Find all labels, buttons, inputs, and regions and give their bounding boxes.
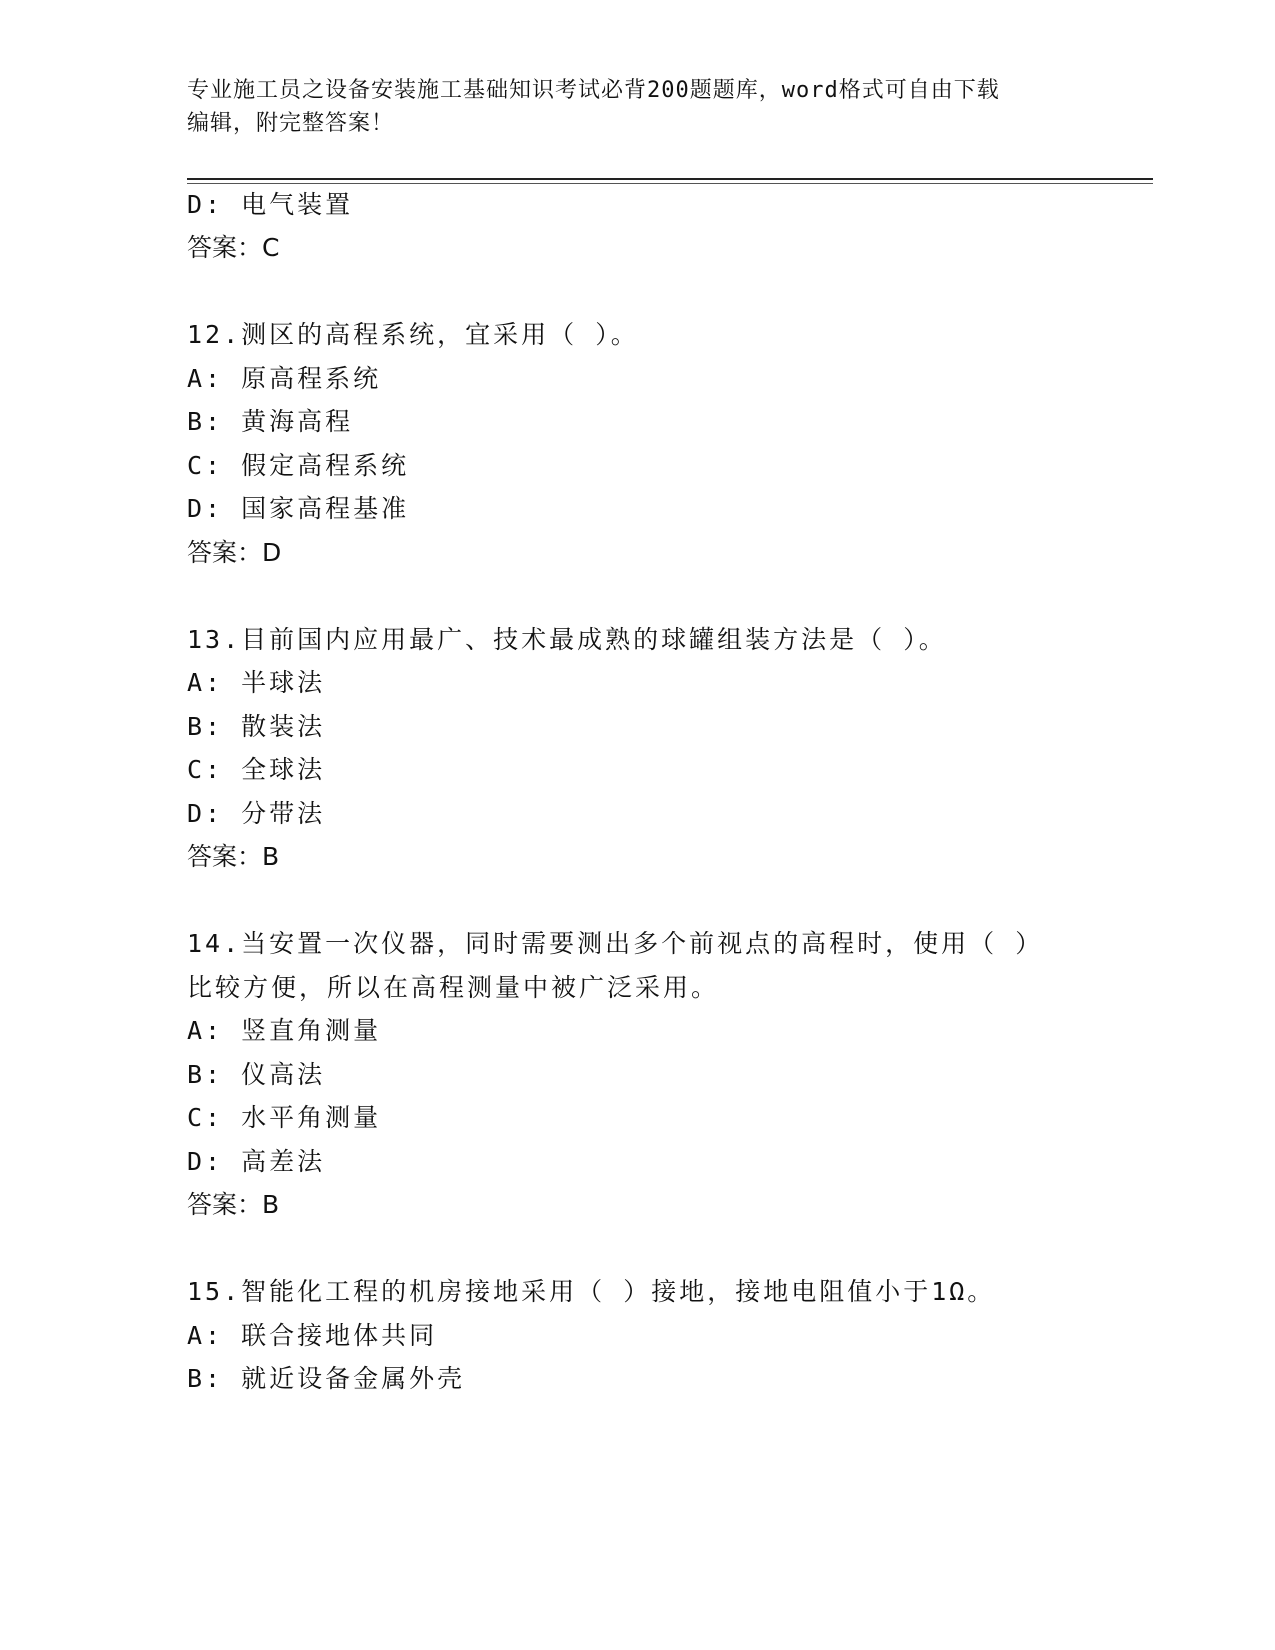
question-13-option-c: C: 全球法 [187,755,326,784]
prev-answer: 答案：C [187,233,280,262]
question-12-stem: 12.测区的高程系统，宜采用（ ）。 [187,320,639,349]
question-15-option-b: B: 就近设备金属外壳 [187,1364,466,1393]
question-12-option-b: B: 黄海高程 [187,407,354,436]
question-15-stem: 15.智能化工程的机房接地采用（ ）接地，接地电阻值小于1Ω。 [187,1277,996,1306]
question-14-answer: 答案：B [187,1190,280,1219]
document-header [187,74,1067,140]
question-13-option-a: A: 半球法 [187,668,326,697]
question-14-stem-line-2: 比较方便，所以在高程测量中被广泛采用。 [187,973,720,1002]
question-13-option-d: D: 分带法 [187,799,326,828]
question-15-option-a: A: 联合接地体共同 [187,1321,438,1350]
question-12-option-a: A: 原高程系统 [187,364,382,393]
header-rule-thick [187,178,1153,180]
question-12-answer: 答案：D [187,538,282,567]
header-title-line-2: 编辑，附完整答案！ [187,111,395,136]
question-12-option-d: D: 国家高程基准 [187,494,410,523]
question-14-stem-line-1: 14.当安置一次仪器，同时需要测出多个前视点的高程时，使用（ ） [187,929,1044,958]
question-13-answer: 答案：B [187,842,280,871]
prev-option-d: D: 电气装置 [187,190,354,219]
question-13-option-b: B: 散装法 [187,712,326,741]
question-14-option-c: C: 水平角测量 [187,1103,382,1132]
question-12-option-c: C: 假定高程系统 [187,451,410,480]
question-14-option-d: D: 高差法 [187,1147,326,1176]
header-rule-thin [187,183,1153,184]
question-14-option-b: B: 仪高法 [187,1060,326,1089]
header-title-line-1: 专业施工员之设备安装施工基础知识考试必背200题题库，word格式可自由下载 [187,78,1000,103]
question-14-option-a: A: 竖直角测量 [187,1016,382,1045]
question-13-stem: 13.目前国内应用最广、技术最成熟的球罐组装方法是（ ）。 [187,625,947,654]
